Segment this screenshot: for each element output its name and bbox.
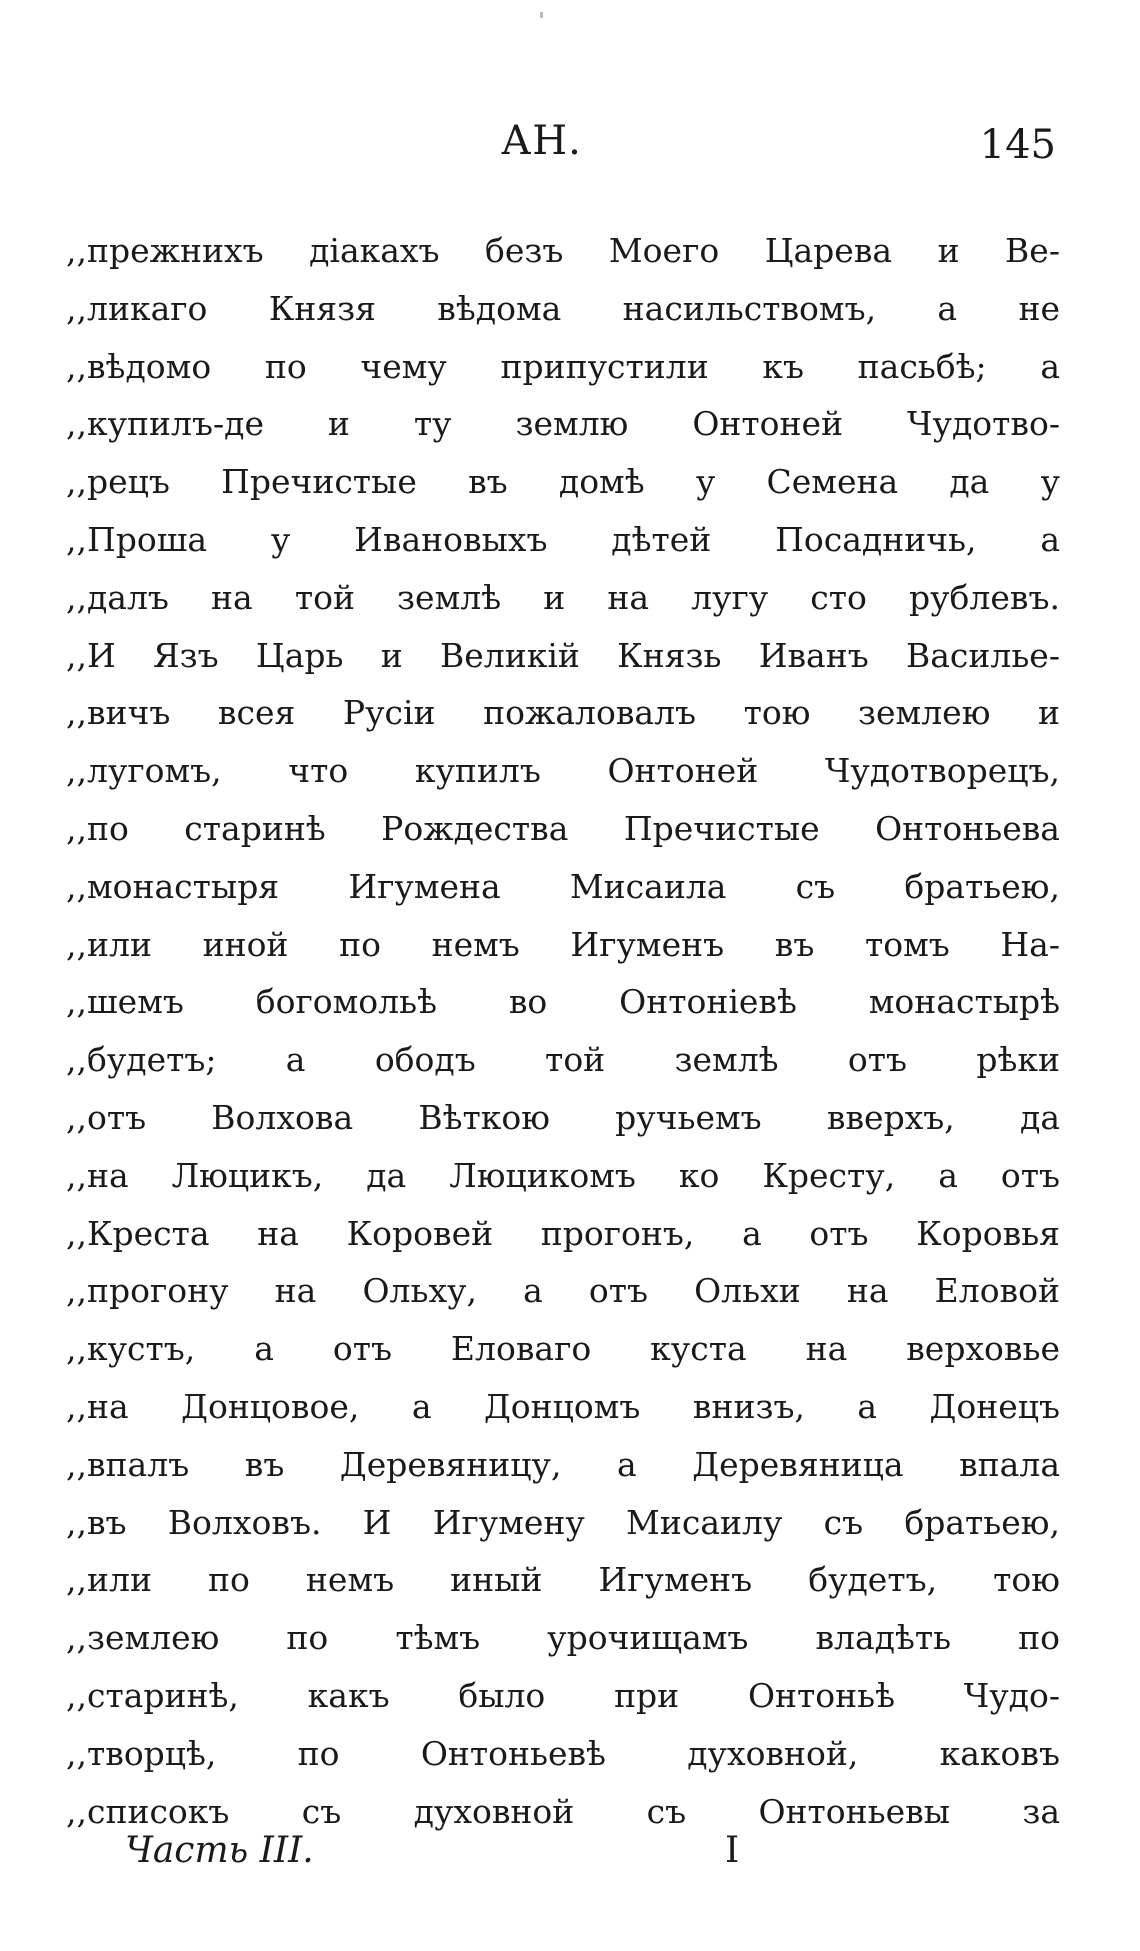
text-line: ,,отъ Волхова Вѣткою ручьемъ вверхъ, да [66,1097,1060,1137]
text-line: ,,творцѣ, по Онтоньевѣ духовной, каковъ [66,1733,1060,1773]
text-line: ,,прежнихъ діакахъ безъ Моего Царева и Ве- [66,231,1060,270]
text-line: ,,на Люцикъ, да Люцикомъ ко Кресту, а отъ [66,1155,1060,1195]
page-header [66,118,1056,178]
text-line: ,,въ Волховъ. И Игумену Мисаилу съ братьею, [66,1502,1060,1542]
text-line: ,,старинѣ, какъ было при Онтоньѣ Чудо- [66,1675,1060,1715]
text-line: ,,или иной по немъ Игуменъ въ томъ На- [66,924,1060,964]
text-line: ,,шемъ богомольѣ во Онтоніевѣ монастырѣ [66,982,1060,1022]
text-line: ,,купилъ-де и ту землю Онтоней Чудотво- [66,404,1060,444]
signature-part: Часть III. [125,1830,314,1871]
text-line: ,,списокъ съ духовной съ Онтоньевы за [66,1791,1060,1831]
text-line: ,,по старинѣ Рождества Пречистые Онтоньева [66,808,1060,848]
body-text [66,222,1060,1840]
text-line: ,,на Донцовое, а Донцомъ внизъ, а Донецъ [66,1386,1060,1426]
page-number: 145 [979,122,1056,168]
text-line: ,,вѣдомо по чему припустили къ пасьбѣ; а [66,346,1060,386]
text-line: ,,кустъ, а отъ Еловаго куста на верховье [66,1329,1060,1369]
text-line: ,,будетъ; а ободъ той землѣ отъ рѣки [66,1040,1060,1080]
text-line: ,,землею по тѣмъ урочищамъ владѣть по [66,1618,1060,1658]
text-line: ,,далъ на той землѣ и на лугу сто рублевъ. [66,577,1060,617]
signature-mark: I [725,1830,740,1871]
text-line: ,,ликаго Князя вѣдома насильствомъ, а не [66,288,1060,328]
running-head: АН. [501,118,582,164]
text-line: ,,Креста на Коровей прогонъ, а отъ Коровья [66,1213,1060,1253]
text-line: ,,рецъ Пречистые въ домѣ у Семена да у [66,462,1060,502]
text-line: ,,монастыря Игумена Мисаила съ братьею, [66,866,1060,906]
text-line: ,,или по немъ иный Игуменъ будетъ, тою [66,1560,1060,1600]
text-line: ,,впалъ въ Деревяницу, а Деревяница впала [66,1444,1060,1484]
text-line: ,,прогону на Ольху, а отъ Ольхи на Еловой [66,1271,1060,1311]
text-line: ,,лугомъ, что купилъ Онтоней Чудотворецъ, [66,751,1060,791]
page-footer [125,1830,825,1890]
text-line: ,,Проша у Ивановыхъ дѣтей Посадничь, а [66,519,1060,559]
text-line: ,,И Язъ Царь и Великій Князь Иванъ Василье- [66,635,1060,675]
print-speck [540,12,543,18]
text-line: ,,вичъ всея Русіи пожаловалъ тою землею и [66,693,1060,733]
